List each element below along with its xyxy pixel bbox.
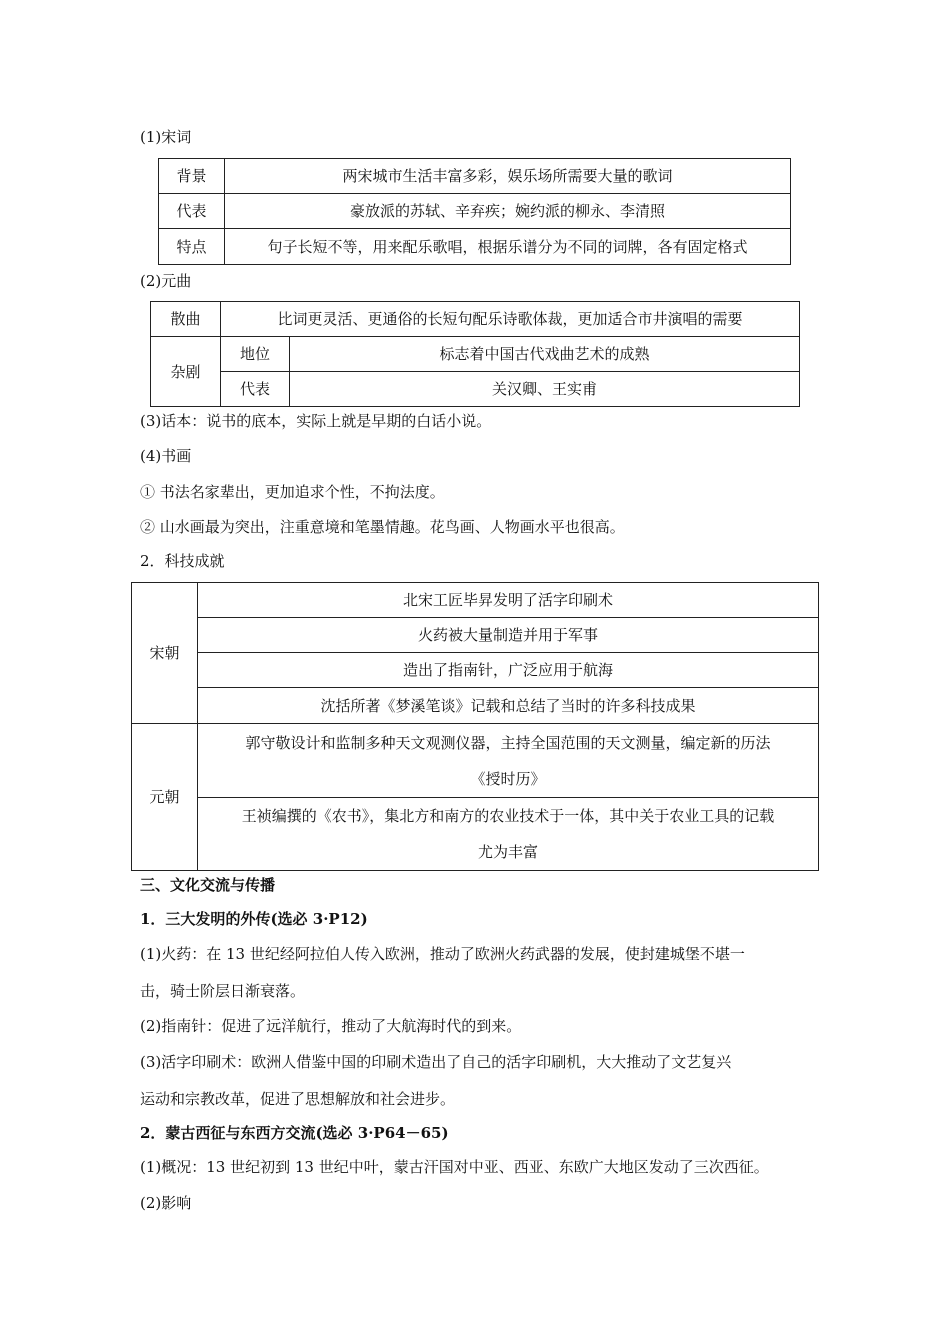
yuan-qu-heading: (2)元曲 xyxy=(140,272,192,290)
song-achievement: 造出了指南针，广泛应用于航海 xyxy=(198,653,819,688)
song-ci-label: 代表 xyxy=(159,194,225,229)
zaju-sub-text: 关汉卿、王实甫 xyxy=(290,372,800,407)
yuan-qu-table xyxy=(150,301,800,407)
shuhua-item: ① 书法名家辈出，更加追求个性，不拘法度。 xyxy=(140,483,445,501)
yuan-achievement-line: 王祯编撰的《农书》，集北方和南方的农业技术于一体，其中关于农业工具的记载 xyxy=(241,807,775,825)
sanqu-text: 比词更灵活、更通俗的长短句配乐诗歌体裁，更加适合市井演唱的需要 xyxy=(221,302,800,337)
song-ci-heading: (1)宋词 xyxy=(140,128,192,146)
section3-sub-heading: 2．蒙古西征与东西方交流(选必 3·P64－65) xyxy=(140,1124,449,1142)
song-ci-text: 句子长短不等，用来配乐歌唱，根据乐谱分为不同的词牌，各有固定格式 xyxy=(225,229,791,265)
song-ci-text: 两宋城市生活丰富多彩，娱乐场所需要大量的歌词 xyxy=(225,159,791,194)
song-achievement: 北宋工匠毕昇发明了活字印刷术 xyxy=(198,583,819,618)
paragraph-line: 击，骑士阶层日渐衰落。 xyxy=(140,982,306,1000)
yuan-achievement-line: 郭守敬设计和监制多种天文观测仪器，主持全国范围的天文测量，编定新的历法 xyxy=(245,733,771,752)
yuan-achievement xyxy=(198,798,819,871)
shuhua-heading: (4)书画 xyxy=(140,447,192,465)
yuan-achievement-line: 《授时历》 xyxy=(470,769,546,788)
zaju-sub-label: 地位 xyxy=(221,337,290,372)
keji-heading: 2．科技成就 xyxy=(140,552,225,570)
song-ci-label: 特点 xyxy=(159,229,225,265)
song-ci-text: 豪放派的苏轼、辛弃疾；婉约派的柳永、李清照 xyxy=(225,194,791,229)
paragraph-line: (3)活字印刷术：欧洲人借鉴中国的印刷术造出了自己的活字印刷机，大大推动了文艺复兴 xyxy=(140,1053,732,1071)
paragraph-line: (2)指南针：促进了远洋航行，推动了大航海时代的到来。 xyxy=(140,1017,522,1035)
section3-sub-heading: 1．三大发明的外传(选必 3·P12) xyxy=(140,910,368,928)
song-ci-table xyxy=(158,158,791,265)
huaben-paragraph: (3)话本：说书的底本，实际上就是早期的白话小说。 xyxy=(140,412,492,430)
song-achievement: 火药被大量制造并用于军事 xyxy=(198,618,819,653)
yuan-achievement xyxy=(198,724,819,798)
yuan-dynasty-label: 元朝 xyxy=(132,724,198,871)
paragraph-line: 运动和宗教改革，促进了思想解放和社会进步。 xyxy=(140,1090,456,1108)
song-achievement: 沈括所著《梦溪笔谈》记载和总结了当时的许多科技成果 xyxy=(198,688,819,724)
paragraph-line: (2)影响 xyxy=(140,1194,192,1212)
section3-title: 三、文化交流与传播 xyxy=(140,876,276,894)
sanqu-label: 散曲 xyxy=(151,302,221,337)
song-dynasty-label: 宋朝 xyxy=(132,583,198,724)
yuan-achievement-line: 尤为丰富 xyxy=(477,843,538,861)
paragraph-line: (1)火药：在 13 世纪经阿拉伯人传入欧洲，推动了欧洲火药武器的发展，使封建城堡不堪一 xyxy=(140,945,745,963)
zaju-sub-text: 标志着中国古代戏曲艺术的成熟 xyxy=(290,337,800,372)
zaju-sub-label: 代表 xyxy=(221,372,290,407)
keji-table xyxy=(131,582,819,871)
zaju-label: 杂剧 xyxy=(151,337,221,407)
paragraph-line: (1)概况：13 世纪初到 13 世纪中叶，蒙古汗国对中亚、西亚、东欧广大地区发动了三次西征。 xyxy=(140,1158,769,1176)
shuhua-item: ② 山水画最为突出，注重意境和笔墨情趣。花鸟画、人物画水平也很高。 xyxy=(140,518,625,536)
song-ci-label: 背景 xyxy=(159,159,225,194)
